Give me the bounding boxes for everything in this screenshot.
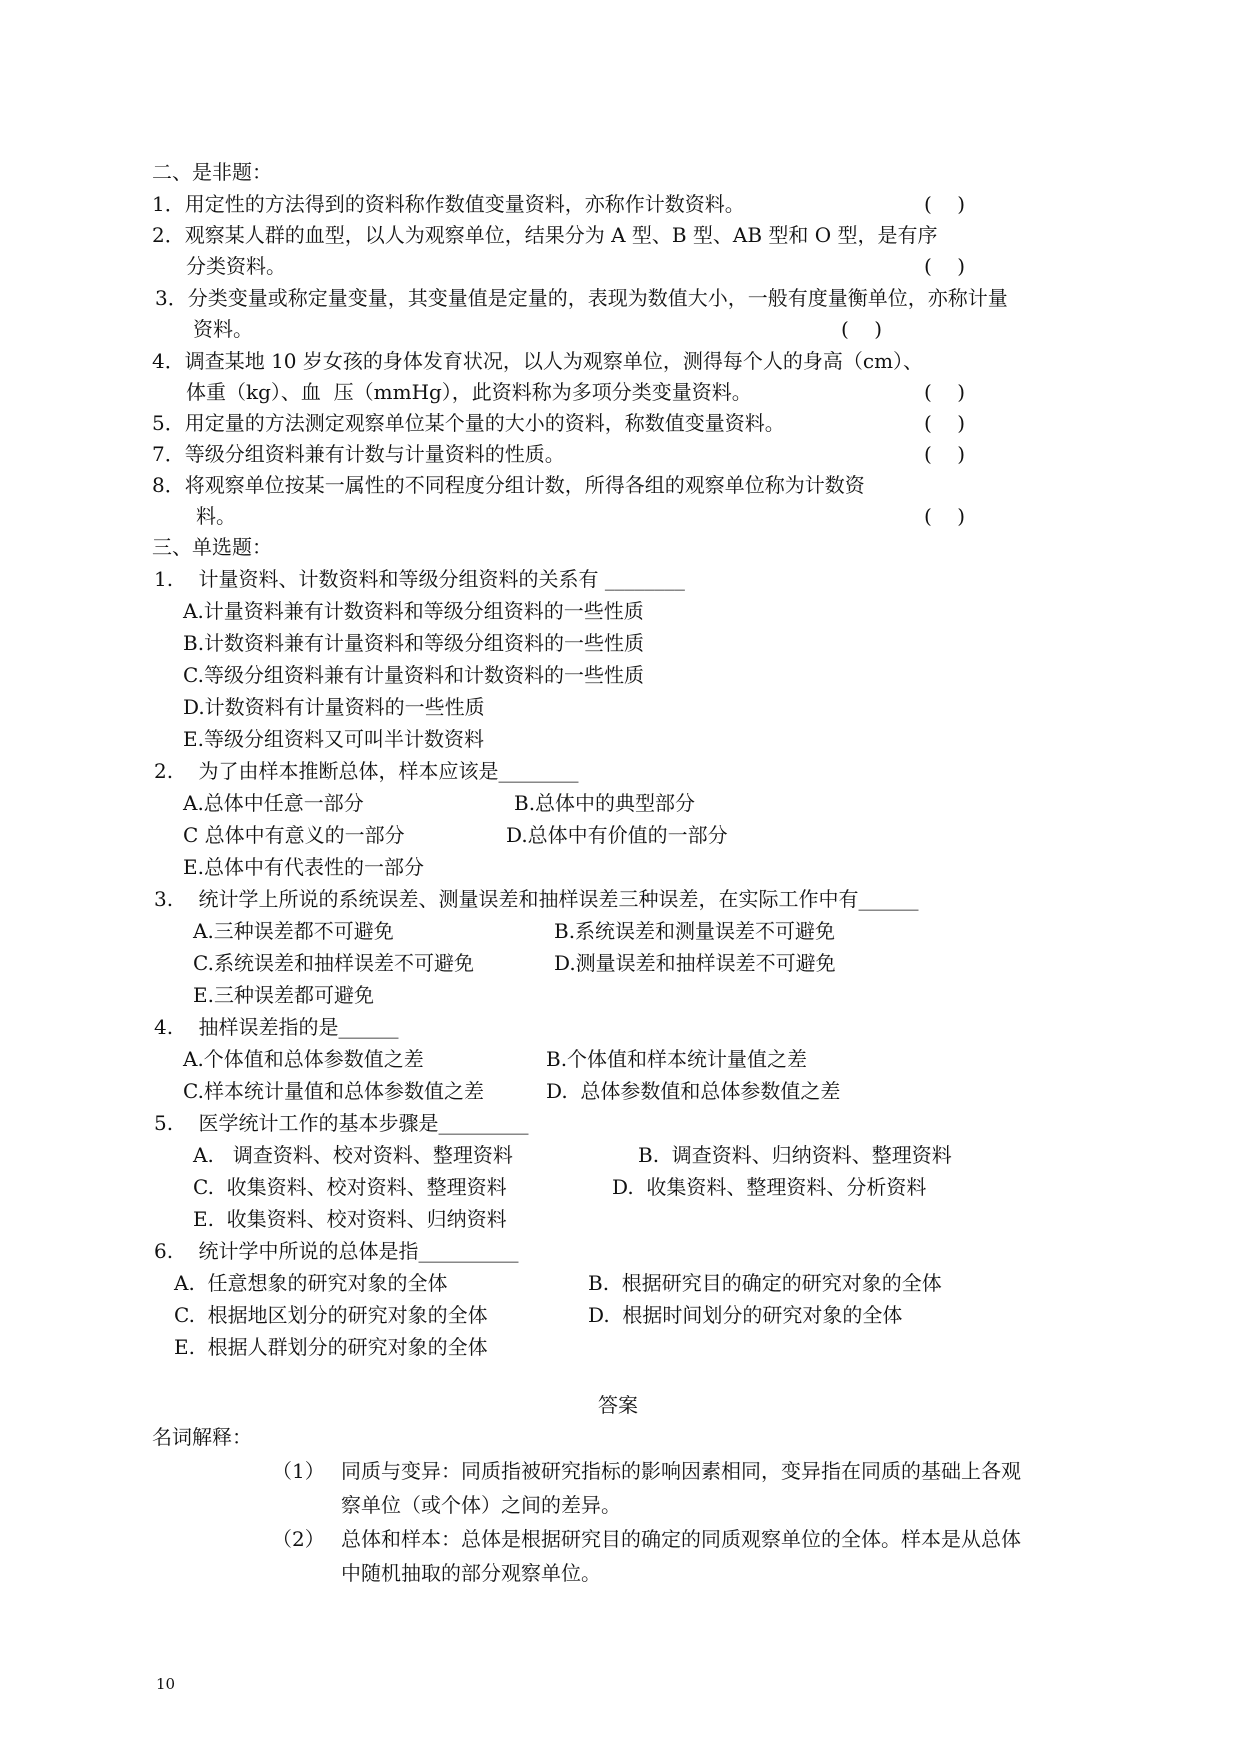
tf-question-7: 7．等级分组资料兼有计数与计量资料的性质。 [152, 442, 565, 466]
mc-q2-option-c: C 总体中有意义的一部分 [183, 823, 405, 847]
page-number: 10 [156, 1675, 176, 1693]
answer-1-number: （1） [272, 1459, 325, 1483]
mc-question-4: 4. 抽样误差指的是______ [154, 1015, 399, 1039]
tf-question-3-line2: 资料。 [193, 317, 253, 341]
mc-q2-option-e: E.总体中有代表性的一部分 [183, 855, 424, 879]
answer-1-line2: 察单位（或个体）之间的差异。 [341, 1493, 621, 1517]
mc-q3-option-a: A.三种误差都不可避免 [193, 919, 394, 943]
tf-question-1: 1．用定性的方法得到的资料称作数值变量资料，亦称作计数资料。 [152, 192, 745, 216]
mc-q1-option-e: E.等级分组资料又可叫半计数资料 [183, 727, 484, 751]
mc-question-5: 5. 医学统计工作的基本步骤是_________ [154, 1111, 529, 1135]
mc-question-2: 2. 为了由样本推断总体，样本应该是________ [154, 759, 579, 783]
mc-q5-option-d: D. 收集资料、整理资料、分析资料 [612, 1175, 927, 1199]
tf-heading: 二、是非题： [152, 160, 272, 184]
mc-q2-option-b: B.总体中的典型部分 [514, 791, 696, 815]
mc-q1-option-b: B.计数资料兼有计量资料和等级分组资料的一些性质 [183, 631, 645, 655]
mc-q3-option-e: E.三种误差都可避免 [193, 983, 374, 1007]
answer-2-line1: 总体和样本：总体是根据研究目的确定的同质观察单位的全体。样本是从总体 [341, 1527, 1021, 1551]
tf-answer-bracket-7: ( ) [924, 442, 966, 466]
tf-answer-bracket-8: ( ) [924, 504, 966, 528]
tf-answer-bracket-1: ( ) [924, 192, 966, 216]
tf-answer-bracket-3: ( ) [841, 317, 883, 341]
mc-q6-option-b: B. 根据研究目的确定的研究对象的全体 [588, 1271, 942, 1295]
mc-q2-option-d: D.总体中有价值的一部分 [506, 823, 728, 847]
tf-question-3-line1: 3．分类变量或称定量变量，其变量值是定量的，表现为数值大小，一般有度量衡单位，亦称计量 [155, 286, 1008, 310]
mc-heading: 三、单选题： [152, 535, 272, 559]
mc-question-6: 6. 统计学中所说的总体是指__________ [154, 1239, 519, 1263]
mc-q6-option-e: E. 根据人群划分的研究对象的全体 [174, 1335, 488, 1359]
tf-question-5: 5．用定量的方法测定观察单位某个量的大小的资料，称数值变量资料。 [152, 411, 785, 435]
mc-q1-option-a: A.计量资料兼有计数资料和等级分组资料的一些性质 [183, 599, 644, 623]
mc-q4-option-c: C.样本统计量值和总体参数值之差 [183, 1079, 484, 1103]
tf-answer-bracket-2: ( ) [924, 254, 966, 278]
tf-question-8-line2: 料。 [196, 504, 236, 528]
tf-question-2-line1: 2．观察某人群的血型，以人为观察单位，结果分为 A 型、B 型、AB 型和 O 型，是有序 [152, 223, 938, 247]
mc-q2-option-a: A.总体中任意一部分 [183, 791, 364, 815]
mc-question-3: 3. 统计学上所说的系统误差、测量误差和抽样误差三种误差，在实际工作中有______ [154, 887, 919, 911]
mc-q5-option-a: A. 调查资料、校对资料、整理资料 [193, 1143, 513, 1167]
mc-q6-option-a: A. 任意想象的研究对象的全体 [174, 1271, 448, 1295]
mc-q5-option-b: B. 调查资料、归纳资料、整理资料 [638, 1143, 952, 1167]
mc-q3-option-b: B.系统误差和测量误差不可避免 [554, 919, 836, 943]
mc-q6-option-d: D. 根据时间划分的研究对象的全体 [588, 1303, 903, 1327]
tf-question-2-line2: 分类资料。 [186, 254, 286, 278]
mc-question-1: 1. 计量资料、计数资料和等级分组资料的关系有 ________ [154, 567, 685, 591]
tf-question-8-line1: 8．将观察单位按某一属性的不同程度分组计数，所得各组的观察单位称为计数资 [152, 473, 865, 497]
tf-answer-bracket-5: ( ) [924, 411, 966, 435]
tf-question-4-line1: 4．调查某地 10 岁女孩的身体发育状况，以人为观察单位，测得每个人的身高（cm）、 [152, 349, 924, 373]
mc-q4-option-a: A.个体值和总体参数值之差 [183, 1047, 424, 1071]
mc-q5-option-e: E. 收集资料、校对资料、归纳资料 [193, 1207, 507, 1231]
mc-q3-option-d: D.测量误差和抽样误差不可避免 [554, 951, 836, 975]
answers-title: 答案 [598, 1393, 638, 1417]
answer-1-line1: 同质与变异：同质指被研究指标的影响因素相同，变异指在同质的基础上各观 [341, 1459, 1021, 1483]
mc-q1-option-c: C.等级分组资料兼有计量资料和计数资料的一些性质 [183, 663, 644, 687]
mc-q5-option-c: C. 收集资料、校对资料、整理资料 [193, 1175, 507, 1199]
mc-q3-option-c: C.系统误差和抽样误差不可避免 [193, 951, 474, 975]
mc-q6-option-c: C. 根据地区划分的研究对象的全体 [174, 1303, 488, 1327]
answer-2-number: （2） [272, 1527, 325, 1551]
answer-2-line2: 中随机抽取的部分观察单位。 [341, 1561, 601, 1585]
tf-question-4-line2: 体重（kg）、血 压（mmHg），此资料称为多项分类变量资料。 [186, 380, 752, 404]
mc-q4-option-d: D. 总体参数值和总体参数值之差 [546, 1079, 841, 1103]
mc-q4-option-b: B.个体值和样本统计量值之差 [546, 1047, 808, 1071]
answers-subheading: 名词解释： [152, 1425, 252, 1449]
mc-q1-option-d: D.计数资料有计量资料的一些性质 [183, 695, 485, 719]
tf-answer-bracket-4: ( ) [924, 380, 966, 404]
